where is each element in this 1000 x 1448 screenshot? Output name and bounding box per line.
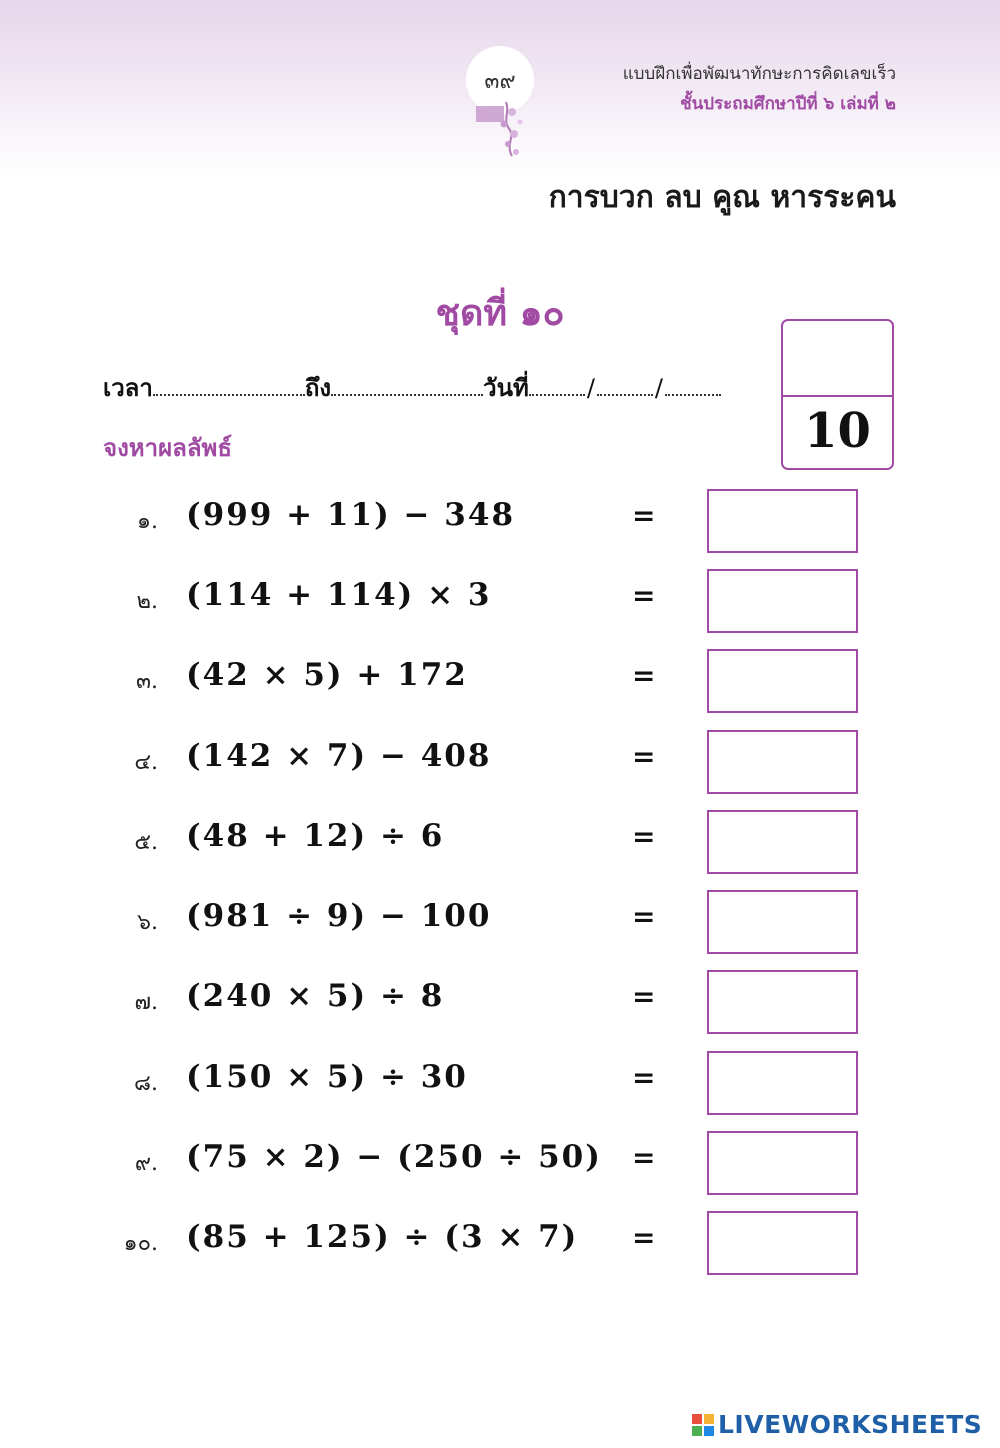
answer-box-5[interactable] (707, 810, 858, 874)
problem-expression: (42 × 5) + 172 (186, 657, 468, 693)
logo-text: LIVEWORKSHEETS (718, 1410, 983, 1439)
score-divider (783, 395, 892, 397)
problem-row (0, 730, 1000, 794)
problem-row (0, 569, 1000, 633)
equals-sign: = (632, 980, 656, 1013)
equals-sign: = (632, 579, 656, 612)
problem-number: ๑๐. (123, 1231, 158, 1256)
end-time-field[interactable] (331, 374, 483, 396)
date-label: วันที่ (483, 374, 529, 402)
answer-box-2[interactable] (707, 569, 858, 633)
problem-number: ๖. (137, 910, 158, 935)
score-input-area[interactable] (783, 321, 892, 395)
answer-box-9[interactable] (707, 1131, 858, 1195)
book-title: แบบฝึกเพื่อพัฒนาทักษะการคิดเลขเร็ว (622, 64, 896, 84)
answer-box-7[interactable] (707, 970, 858, 1034)
problem-number: ๗. (134, 990, 158, 1015)
problem-expression: (240 × 5) ÷ 8 (186, 978, 445, 1014)
problem-number: ๔. (134, 750, 158, 775)
problem-expression: (999 + 11) − 348 (186, 497, 516, 533)
liveworksheets-icon (692, 1414, 714, 1436)
equals-sign: = (632, 820, 656, 853)
problem-row (0, 1051, 1000, 1115)
problem-expression: (114 + 114) × 3 (186, 577, 492, 613)
answer-box-10[interactable] (707, 1211, 858, 1275)
to-label: ถึง (304, 374, 332, 402)
equals-sign: = (632, 740, 656, 773)
problem-number: ๕. (134, 830, 158, 855)
problem-expression: (75 × 2) − (250 ÷ 50) (186, 1139, 602, 1175)
problem-row (0, 1131, 1000, 1195)
equals-sign: = (632, 1141, 656, 1174)
equals-sign: = (632, 1061, 656, 1094)
problem-number: ๒. (136, 589, 158, 614)
problem-expression: (981 ÷ 9) − 100 (186, 898, 492, 934)
answer-box-1[interactable] (707, 489, 858, 553)
date-year-field[interactable] (665, 374, 721, 396)
time-label: เวลา (103, 374, 153, 402)
score-box (781, 319, 894, 470)
problem-number: ๑. (137, 509, 158, 534)
problem-expression: (142 × 7) − 408 (186, 738, 492, 774)
topic-heading: การบวก ลบ คูณ หารระคน (548, 180, 896, 215)
problem-number: ๙. (134, 1151, 158, 1176)
equals-sign: = (632, 1221, 656, 1254)
set-title: ชุดที่ ๑๐ (435, 293, 565, 334)
answer-box-3[interactable] (707, 649, 858, 713)
problem-row (0, 970, 1000, 1034)
problem-number: ๘. (134, 1071, 158, 1096)
problem-row (0, 1211, 1000, 1275)
problem-row (0, 890, 1000, 954)
equals-sign: = (632, 499, 656, 532)
answer-box-4[interactable] (707, 730, 858, 794)
equals-sign: = (632, 900, 656, 933)
date-day-field[interactable] (529, 374, 585, 396)
problem-row (0, 489, 1000, 553)
book-subtitle: ชั้นประถมศึกษาปีที่ ๖ เล่มที่ ๒ (680, 94, 896, 114)
date-separator: / (654, 374, 664, 402)
problem-expression: (48 + 12) ÷ 6 (186, 818, 445, 854)
problem-row (0, 649, 1000, 713)
page-number: ๓๙ (484, 68, 516, 94)
time-date-line (103, 368, 721, 407)
liveworksheets-logo[interactable] (692, 1410, 982, 1439)
answer-box-8[interactable] (707, 1051, 858, 1115)
equals-sign: = (632, 659, 656, 692)
problem-row (0, 810, 1000, 874)
instruction: จงหาผลลัพธ์ (103, 434, 233, 462)
problem-number: ๓. (135, 669, 158, 694)
flower-decoration-icon (476, 98, 536, 160)
answer-box-6[interactable] (707, 890, 858, 954)
problem-expression: (85 + 125) ÷ (3 × 7) (186, 1219, 579, 1255)
start-time-field[interactable] (153, 374, 305, 396)
score-total: 10 (804, 403, 871, 459)
date-separator: / (586, 374, 595, 402)
problem-expression: (150 × 5) ÷ 30 (186, 1059, 468, 1095)
date-month-field[interactable] (597, 374, 653, 396)
